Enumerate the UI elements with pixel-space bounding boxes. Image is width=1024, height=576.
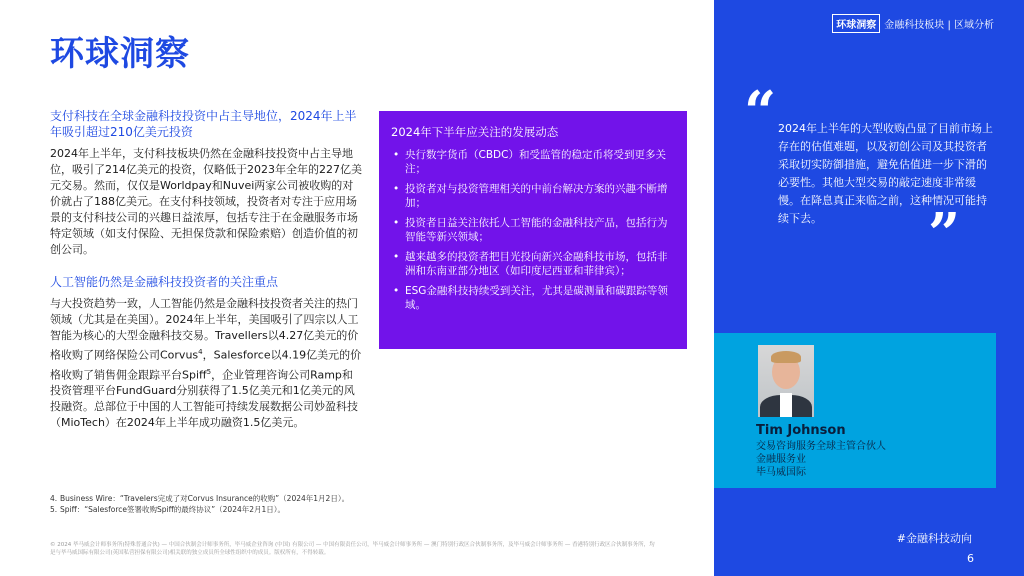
person-name: Tim Johnson bbox=[756, 423, 846, 438]
quote-open-icon: “ bbox=[744, 79, 777, 145]
footnotes bbox=[50, 493, 349, 515]
person-details bbox=[756, 440, 886, 479]
footnote-5 bbox=[50, 504, 349, 515]
avatar bbox=[758, 345, 814, 417]
hashtag-label: #金融科技动向 bbox=[896, 532, 972, 545]
main-text-column bbox=[50, 108, 362, 431]
header-tag: 环球洞察 bbox=[832, 14, 880, 33]
quote-panel bbox=[714, 0, 1024, 576]
quote-close-icon: ” bbox=[928, 201, 961, 267]
footnote-number: 4. bbox=[50, 494, 58, 503]
section-heading-ai: 人工智能仍然是金融科技投资者的关注重点 bbox=[50, 275, 279, 289]
section-body-ai bbox=[50, 296, 362, 431]
footnote-text: Spiff：“Salesforce签署收购Spiff的最终协议”（2024年2月1日）。 bbox=[60, 505, 286, 514]
footnote-number: 5. bbox=[50, 505, 58, 514]
highlight-item: • 央行数字货币（CBDC）和受监管的稳定币将受到更多关注； bbox=[391, 148, 675, 176]
header-breadcrumb bbox=[832, 14, 994, 33]
page-title: 环球洞察 bbox=[50, 34, 190, 74]
highlight-item: • 投资者日益关注依托人工智能的金融科技产品，包括行为智能等新兴领域； bbox=[391, 216, 675, 244]
person-department: 金融服务业 bbox=[756, 454, 806, 465]
section-body-payments: 2024年上半年，支付科技板块仍然在金融科技投资中占主导地位，吸引了214亿美元的投资，仅略低于2023年全年的227亿美元交易。然而，仅仅是Worldpay和Nuvei两家公司被收购的对价就占了188亿美元。在支付科技领域，投资者对专注于应用场景的支付科技公司的兴趣日益浓厚，包括专注于在金融服务市场特定领域（如支付保险、无担保贷款和保险索赔）创造价值的初创公司。 bbox=[50, 147, 362, 256]
person-organization: 毕马威国际 bbox=[756, 467, 806, 478]
ai-body-part3: ，企业管理咨询公司Ramp和投资管理平台FundGuard分别获得了1.5亿美元和1亿美元的风投融资。总部位于中国的人工智能可持续发展数据公司妙盈科技（MioTech）在2024年上半年成功融资1.5亿美元。 bbox=[50, 368, 358, 430]
footnote-ref-5[interactable]: 5 bbox=[206, 367, 212, 376]
highlights-title: 2024年下半年应关注的发展动态 bbox=[391, 125, 559, 139]
pull-quote: 2024年上半年的大型收购凸显了目前市场上存在的估值难题，以及初创公司及其投资者采取切实防御措施，避免估值进一步下滑的必要性。其他大型交易的敲定速度非常缓慢。在降息真正来临之前，这种情况可能持续下去。 bbox=[778, 122, 993, 225]
ai-body-part2: ，Salesforce以4.19亿美元的价格收购了销售佣金跟踪平台Spiff bbox=[50, 348, 362, 382]
highlights-box bbox=[379, 111, 687, 349]
highlight-item: • ESG金融科技持续受到关注，尤其是碳测量和碳跟踪等领域。 bbox=[391, 284, 675, 312]
footnote-ref-4[interactable]: 4 bbox=[198, 348, 203, 356]
page-number: 6 bbox=[967, 552, 974, 565]
footnote-text: Business Wire：“Travelers完成了对Corvus Insurance的收购”（2024年1月2日）。 bbox=[60, 494, 350, 503]
footnote-4 bbox=[50, 493, 349, 504]
header-subtitle: 金融科技板块 | 区域分析 bbox=[884, 20, 994, 31]
highlight-item: • 投资者对与投资管理相关的中前台解决方案的兴趣不断增加； bbox=[391, 182, 675, 210]
section-heading-payments: 支付科技在全球金融科技投资中占主导地位，2024年上半年吸引超过210亿美元投资 bbox=[50, 109, 357, 139]
highlight-item: • 越来越多的投资者把目光投向新兴金融科技市场，包括非洲和东南亚部分地区（如印度尼西亚和菲律宾）； bbox=[391, 250, 675, 278]
highlights-list bbox=[391, 148, 675, 312]
ai-body-part1: 与大投资趋势一致，人工智能仍然是金融科技投资者关注的热门领域（尤其是在美国）。2024年上半年，美国吸引了四宗以人工智能为核心的大型金融科技交易。Travellers以4.27亿美元的价格收购了网络保险公司Corvus bbox=[50, 297, 359, 362]
person-card bbox=[714, 333, 996, 488]
person-title: 交易咨询服务全球主管合伙人 bbox=[756, 441, 886, 452]
legal-notice: © 2024 毕马威会计师事务所(特殊普通合伙) — 中国合伙制会计师事务所，毕马威企业咨询 (中国) 有限公司 — 中国有限责任公司，毕马威会计师事务所 — 澳门特别行政区合伙制事务所，及毕马威会计师事务所 — 香港特别行政区合伙制事务所，均是与毕马威国际有限公司(英国私营担保有限公司)相关联的独立成员所全球性组织中的成员。版权所有，不得转载。 bbox=[50, 542, 655, 556]
